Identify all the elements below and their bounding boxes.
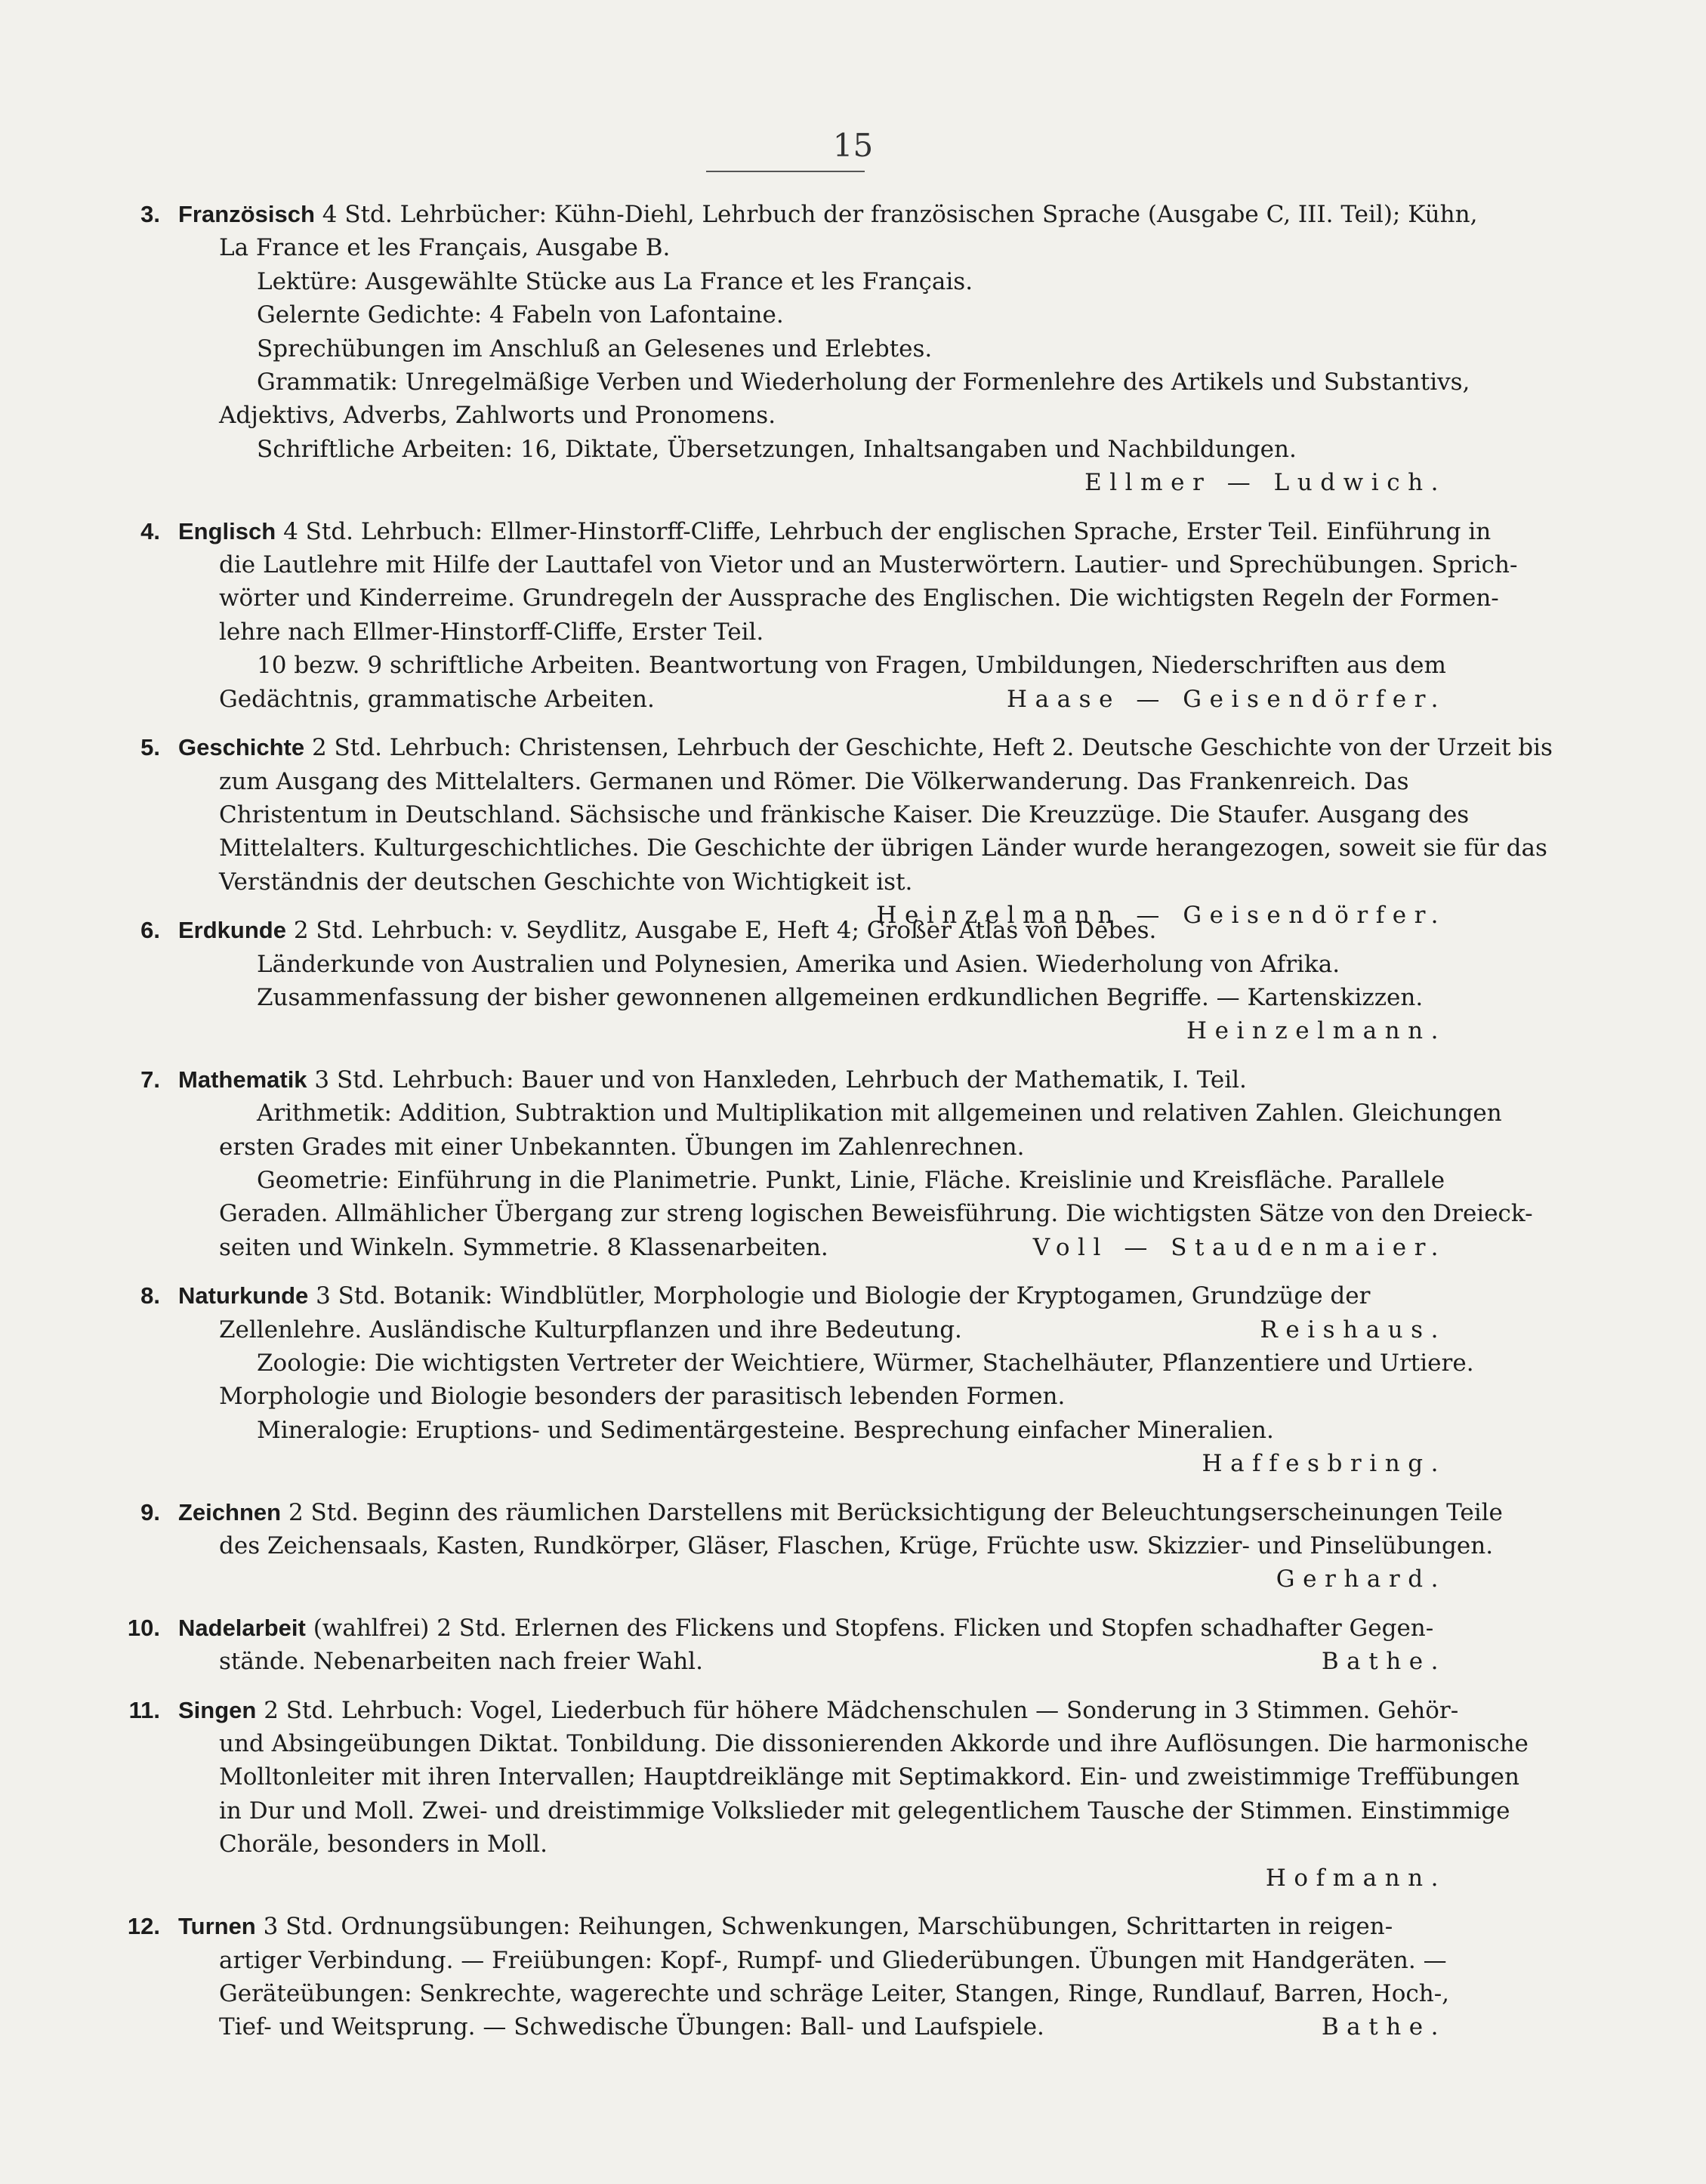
subject-line: Geräteübungen: Senkrechte, wagerechte und schräge Leiter, Stangen, Ringe, Rundlauf, Barren, Hoch-, (219, 1979, 1450, 2007)
subject-line: Molltonleiter mit ihren Intervallen; Hauptdreiklänge mit Septimakkord. Ein- und zweistimmige Treffübungen (219, 1763, 1519, 1791)
subject-number: 9. (140, 1498, 160, 1525)
subject-line: Zusammenfassung der bisher gewonnenen allgemeinen erdkundlichen Begriffe. — Kartenskizzen. (257, 983, 1424, 1011)
subject-line: 2 Std. Beginn des räumlichen Darstellens mit Berücksichtigung der Beleuchtungserscheinungen Teile (288, 1498, 1503, 1526)
subject-line: Mittelalters. Kulturgeschichtliches. Die Geschichte der übrigen Länder wurde herangezogen, soweit sie für das (219, 834, 1547, 862)
subject-line: Geraden. Allmählicher Übergang zur streng logischen Beweisführung. Die wichtigsten Sätze von den Dreieck- (219, 1200, 1533, 1228)
subject-line: wörter und Kinderreime. Grundregeln der Aussprache des Englischen. Die wichtigsten Regeln der Formen- (219, 585, 1499, 612)
subject-line: Morphologie und Biologie besonders der parasitisch lebenden Formen. (219, 1383, 1066, 1411)
subject-line: 10 bezw. 9 schriftliche Arbeiten. Beantwortung von Fragen, Umbildungen, Niederschriften aus dem (257, 652, 1446, 680)
subject-line: 2 Std. Lehrbuch: Christensen, Lehrbuch der Geschichte, Heft 2. Deutsche Geschichte von der Urzeit bis (311, 734, 1553, 762)
subject-number: 5. (140, 734, 160, 761)
subject-line: Geometrie: Einführung in die Planimetrie. Punkt, Linie, Fläche. Kreislinie und Kreisfläche. Parallele (257, 1166, 1445, 1194)
subject-mathematik (76, 1063, 1533, 1264)
subject-number: 10. (127, 1614, 160, 1641)
subject-number: 11. (128, 1696, 160, 1723)
subject-line: Choräle, besonders in Moll. (219, 1831, 548, 1859)
subject-line: Sprechübungen im Anschluß an Gelesenes und Erlebtes. (257, 335, 933, 362)
page-number: 15 (832, 127, 874, 164)
subject-line: seiten und Winkeln. Symmetrie. 8 Klassenarbeiten. (219, 1233, 828, 1261)
subject-title: Zeichnen (178, 1498, 282, 1525)
subject-line: 4 Std. Lehrbücher: Kühn-Diehl, Lehrbuch der französischen Sprache (Ausgabe C, III. Teil); Kühn, (322, 201, 1478, 228)
subject-line: Christentum in Deutschland. Sächsische und fränkische Kaiser. Die Kreuzzüge. Die Staufer. Ausgang des (219, 800, 1470, 828)
teacher-names: Ellmer — Ludwich. (1084, 469, 1446, 497)
subject-number: 12. (127, 1913, 160, 1940)
subject-line: 4 Std. Lehrbuch: Ellmer-Hinstorff-Cliffe, Lehrbuch der englischen Sprache, Erster Teil. Einführung in (283, 517, 1492, 545)
subject-line: artiger Verbindung. — Freiübungen: Kopf-, Rumpf- und Gliederübungen. Übungen mit Handgeräten. — (219, 1946, 1447, 1974)
subject-naturkunde (76, 1279, 1474, 1480)
subject-line: ersten Grades mit einer Unbekannten. Übungen im Zahlenrechnen. (219, 1133, 1025, 1161)
subject-line: lehre nach Ellmer-Hinstorff-Cliffe, Erster Teil. (219, 618, 764, 646)
teacher-names: Heinzelmann — Geisendörfer. (876, 902, 1446, 930)
subject-zeichnen (76, 1496, 1503, 1596)
subject-line: La France et les Français, Ausgabe B. (219, 234, 671, 262)
teacher-names: Haffesbring. (1202, 1450, 1446, 1478)
teacher-names: Voll — Staudenmaier. (1032, 1233, 1446, 1261)
subject-title: Singen (178, 1696, 257, 1723)
subject-geschichte (76, 731, 1553, 930)
curriculum-content (76, 198, 1553, 2059)
subject-line: zum Ausgang des Mittelalters. Germanen und Römer. Die Völkerwanderung. Das Frankenreich. Das (219, 767, 1409, 795)
subject-turnen (76, 1910, 1469, 2044)
subject-number: 8. (140, 1282, 160, 1309)
subject-number: 4. (140, 517, 160, 544)
subject-line: in Dur und Moll. Zwei- und dreistimmige Volkslieder mit gelegentlichem Tausche der Stimmen. Einstimmige (219, 1797, 1510, 1825)
teacher-names: Heinzelmann. (1186, 1017, 1446, 1045)
teacher-names: Bathe. (1321, 2013, 1446, 2041)
teacher-names: Hofmann. (1265, 1864, 1446, 1892)
subject-title: Englisch (178, 517, 276, 544)
subject-line: 3 Std. Botanik: Windblütler, Morphologie und Biologie der Kryptogamen, Grundzüge der (316, 1282, 1371, 1310)
subject-line: und Absingeübungen Diktat. Tonbildung. Die dissonierenden Akkorde und ihre Auflösungen. Die harmonische (219, 1730, 1529, 1758)
subject-nadelarbeit (76, 1612, 1469, 1679)
subject-line: 2 Std. Lehrbuch: v. Seydlitz, Ausgabe E, Heft 4; Großer Atlas von Debes. (293, 917, 1157, 945)
subject-title: Turnen (178, 1913, 256, 1940)
subject-title: Erdkunde (178, 917, 286, 944)
subject-line: stände. Nebenarbeiten nach freier Wahl. (219, 1648, 703, 1676)
subject-line: Grammatik: Unregelmäßige Verben und Wiederholung der Formenlehre des Artikels und Substantivs, (257, 369, 1470, 396)
subject-line: Arithmetik: Addition, Subtraktion und Multiplikation mit allgemeinen und relativen Zahlen. Gleichungen (257, 1100, 1502, 1127)
subject-line: Verständnis der deutschen Geschichte von Wichtigkeit ist. (219, 868, 913, 896)
subject-line: Gedächtnis, grammatische Arbeiten. (219, 685, 655, 713)
teacher-names: Bathe. (1321, 1648, 1446, 1676)
subject-line: 2 Std. Lehrbuch: Vogel, Liederbuch für höhere Mädchenschulen — Sonderung in 3 Stimmen. Gehör- (264, 1696, 1459, 1724)
subject-title: Nadelarbeit (178, 1614, 306, 1641)
subject-erdkunde (76, 914, 1469, 1048)
subject-title: Geschichte (178, 734, 305, 761)
subject-title: Französisch (178, 201, 315, 227)
subject-franzoesisch (76, 198, 1478, 500)
subject-line: die Lautlehre mit Hilfe der Lauttafel von Vietor und an Musterwörtern. Lautier- und Sprechübungen. Sprich- (219, 551, 1518, 579)
subject-title: Mathematik (178, 1066, 307, 1093)
subject-line: Gelernte Gedichte: 4 Fabeln von Lafontaine. (257, 301, 784, 329)
subject-line: Schriftliche Arbeiten: 16, Diktate, Übersetzungen, Inhaltsangaben und Nachbildungen. (257, 435, 1297, 463)
subject-line: Zellenlehre. Ausländische Kulturpflanzen und ihre Bedeutung. (219, 1316, 962, 1343)
subject-englisch (76, 515, 1518, 716)
header-rule (706, 171, 865, 172)
subject-line: Länderkunde von Australien und Polynesien, Amerika und Asien. Wiederholung von Afrika. (257, 950, 1340, 978)
subject-line: des Zeichensaals, Kasten, Rundkörper, Gläser, Flaschen, Krüge, Früchte usw. Skizzier- und Pinselübungen. (219, 1532, 1494, 1560)
subject-number: 7. (140, 1066, 160, 1093)
teacher-names-inline: Reishaus. (1260, 1316, 1446, 1343)
subject-line: (wahlfrei) 2 Std. Erlernen des Flickens und Stopfens. Flicken und Stopfen schadhafter Gegen- (313, 1614, 1434, 1642)
subject-line: Zoologie: Die wichtigsten Vertreter der Weichtiere, Würmer, Stachelhäuter, Pflanzentiere und Urtiere. (257, 1350, 1474, 1377)
teacher-names: Gerhard. (1276, 1566, 1446, 1593)
subject-title: Naturkunde (178, 1282, 309, 1309)
subject-number: 3. (140, 201, 160, 227)
subject-line: 3 Std. Ordnungsübungen: Reihungen, Schwenkungen, Marschübungen, Schrittarten in reigen- (263, 1913, 1393, 1941)
subject-singen (76, 1694, 1529, 1895)
subject-line: Lektüre: Ausgewählte Stücke aus La France et les Français. (257, 267, 973, 295)
subject-number: 6. (140, 917, 160, 944)
subject-line: 3 Std. Lehrbuch: Bauer und von Hanxleden, Lehrbuch der Mathematik, I. Teil. (314, 1066, 1247, 1094)
teacher-names: Haase — Geisendörfer. (1007, 685, 1446, 713)
subject-line: Tief- und Weitsprung. — Schwedische Übungen: Ball- und Laufspiele. (219, 2013, 1044, 2041)
subject-line: Mineralogie: Eruptions- und Sedimentärgesteine. Besprechung einfacher Mineralien. (257, 1416, 1274, 1444)
subject-line: Adjektivs, Adverbs, Zahlworts und Pronomens. (219, 402, 776, 430)
